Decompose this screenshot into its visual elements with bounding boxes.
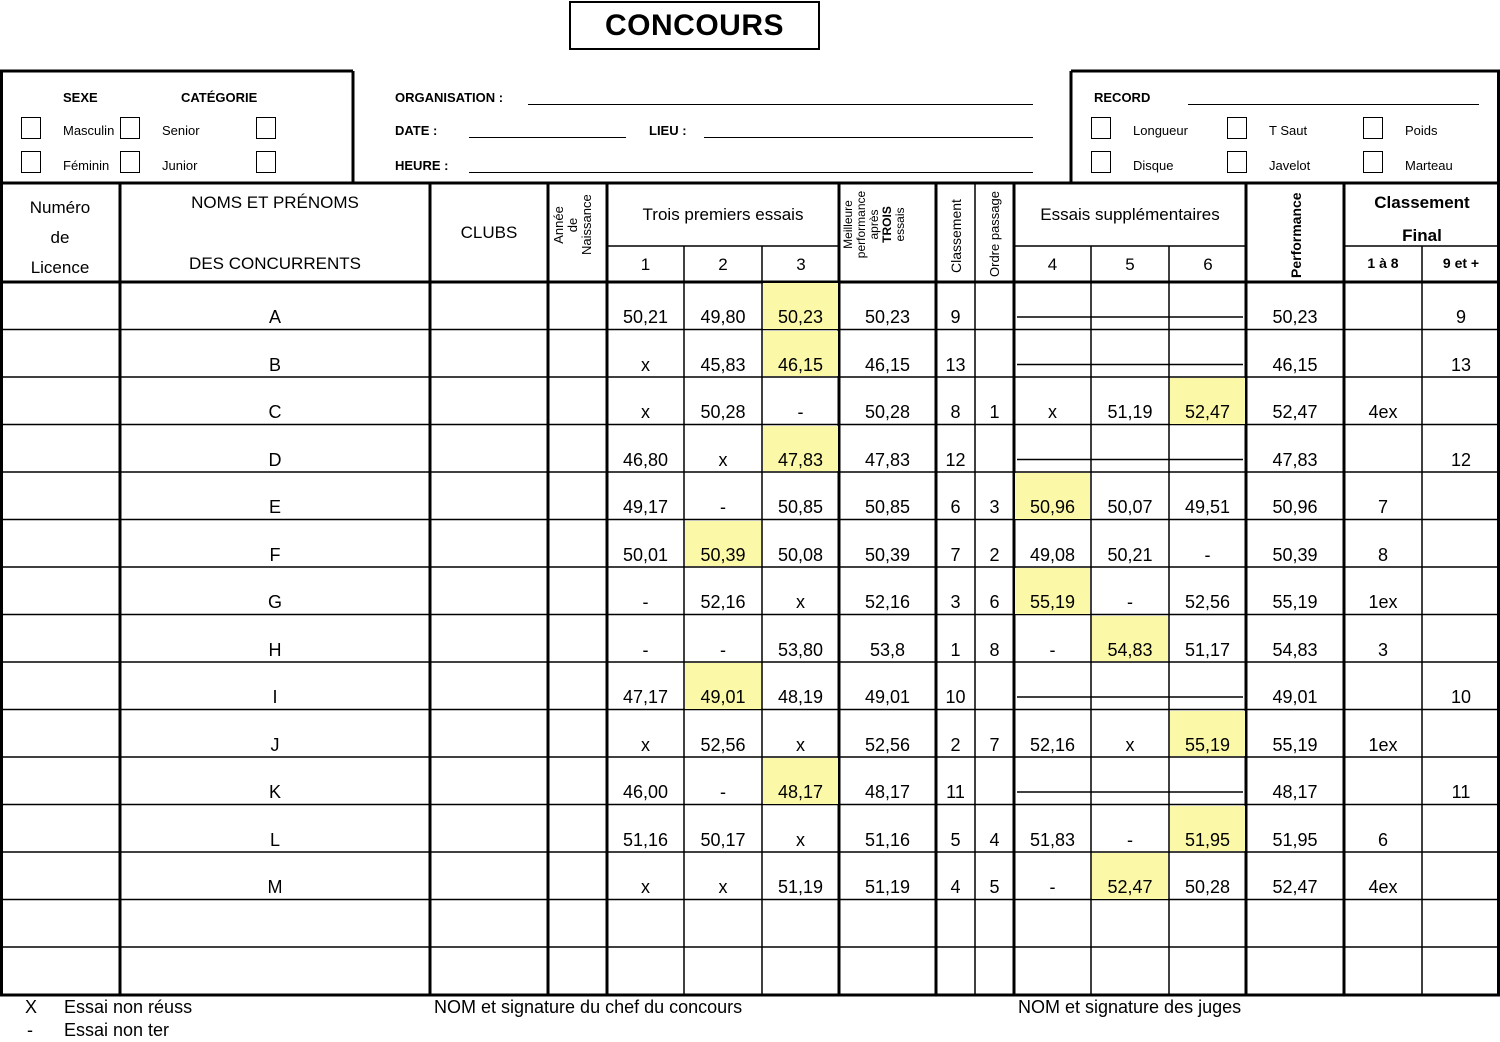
annee-header: Année de Naissance <box>551 194 594 255</box>
categorie-label: CATÉGORIE <box>181 90 258 105</box>
legend-dash-text: Essai non ter <box>64 1020 170 1040</box>
essai-3-header: 3 <box>796 255 806 274</box>
essai-4-header: 4 <box>1047 255 1058 274</box>
poids-label: Poids <box>1405 123 1438 138</box>
legend-x-symbol: X <box>25 997 38 1017</box>
essai-5-header: 5 <box>1125 255 1135 274</box>
chef-signature-label: NOM et signature du chef du concours <box>434 997 743 1017</box>
marteau-checkbox[interactable] <box>1363 151 1383 173</box>
classement-header: Classement <box>948 199 964 273</box>
organisation-field[interactable] <box>528 104 1033 105</box>
classement-final-header-line1: Classement <box>1374 193 1470 212</box>
longueur-label: Longueur <box>1133 123 1188 138</box>
legend-x-text: Essai non réuss <box>64 997 193 1017</box>
performance-header: Performance <box>1288 192 1304 278</box>
noms-header-line1: NOMS ET PRÉNOMS <box>191 193 359 212</box>
trois-essais-header: Trois premiers essais <box>642 205 804 224</box>
record-label: RECORD <box>1094 90 1151 105</box>
essai-2-header: 2 <box>718 255 728 274</box>
heure-field[interactable] <box>469 172 1033 173</box>
lieu-label: LIEU : <box>649 123 687 138</box>
sexe-label: SEXE <box>63 90 98 105</box>
tsaut-label: T Saut <box>1269 123 1308 138</box>
javelot-checkbox[interactable] <box>1227 151 1247 173</box>
final-9plus-header: 9 et + <box>1442 255 1480 271</box>
senior-label: Senior <box>162 123 200 138</box>
javelot-label: Javelot <box>1269 158 1311 173</box>
noms-header-line2: DES CONCURRENTS <box>189 254 361 273</box>
ordre-header: Ordre passage <box>987 191 1002 277</box>
organisation-label: ORGANISATION : <box>395 90 504 105</box>
juges-signature-label: NOM et signature des juges <box>1018 997 1242 1017</box>
date-label: DATE : <box>395 123 438 138</box>
legend-dash-symbol: - <box>27 1020 33 1040</box>
disque-label: Disque <box>1133 158 1174 173</box>
final-1a8-header: 1 à 8 <box>1367 255 1399 271</box>
essai-1-header: 1 <box>640 255 651 274</box>
poids-checkbox[interactable] <box>1363 117 1383 139</box>
feminin-checkbox[interactable] <box>21 151 41 173</box>
longueur-checkbox[interactable] <box>1091 117 1111 139</box>
tsaut-checkbox[interactable] <box>1227 117 1247 139</box>
masculin-label: Masculin <box>63 123 115 138</box>
marteau-label: Marteau <box>1405 158 1453 173</box>
essai-6-header: 6 <box>1203 255 1213 274</box>
junior-label: Junior <box>162 158 198 173</box>
masculin-checkbox[interactable] <box>21 117 41 139</box>
disque-checkbox[interactable] <box>1091 151 1111 173</box>
feminin-label: Féminin <box>63 158 110 173</box>
lieu-field[interactable] <box>704 137 1033 138</box>
heure-label: HEURE : <box>395 158 449 173</box>
junior-checkbox-left[interactable] <box>120 151 140 173</box>
meilleure-header: Meilleure performance après TROIS essais <box>841 190 907 259</box>
senior-checkbox-left[interactable] <box>120 117 140 139</box>
classement-final-header-line2: Final <box>1402 226 1442 245</box>
essais-sup-header: Essais supplémentaires <box>1040 205 1220 224</box>
page-title: CONCOURS <box>569 1 820 50</box>
clubs-header: CLUBS <box>460 223 518 242</box>
date-field[interactable] <box>469 137 626 138</box>
senior-checkbox[interactable] <box>256 117 276 139</box>
record-field[interactable] <box>1188 104 1479 105</box>
licence-header: Numéro de Licence <box>29 198 91 277</box>
junior-checkbox[interactable] <box>256 151 276 173</box>
